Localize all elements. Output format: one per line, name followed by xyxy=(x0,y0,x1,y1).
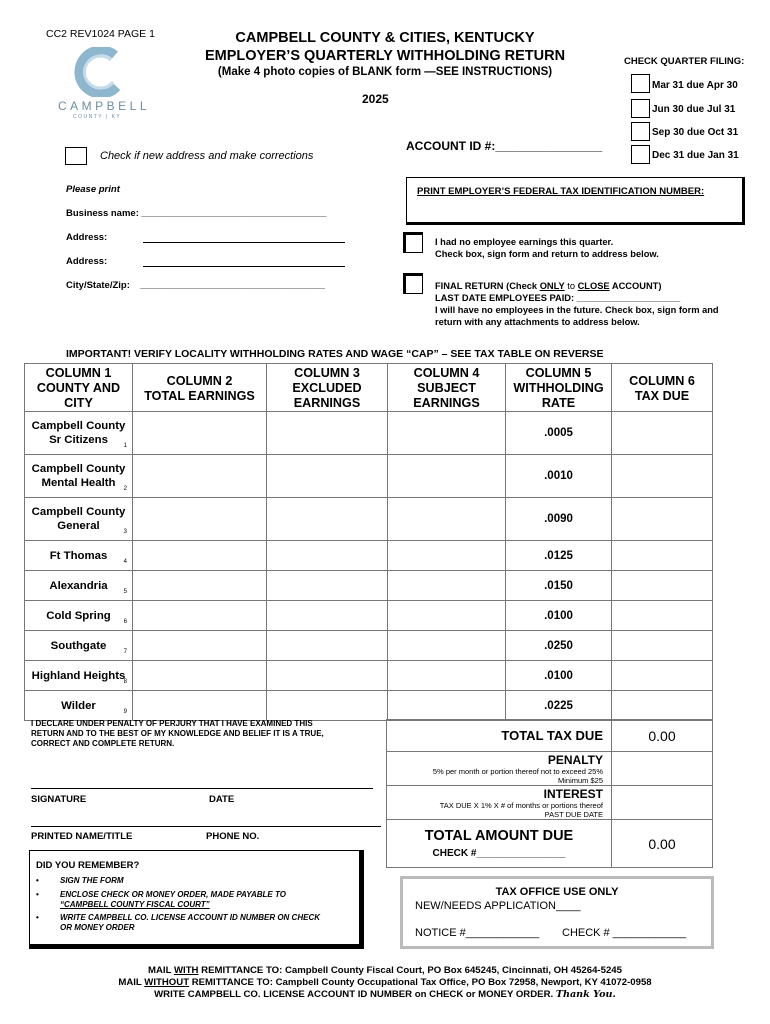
reminder-title: DID YOU REMEMBER? xyxy=(36,860,140,871)
final-return-only: ONLY xyxy=(539,281,565,291)
address-1-field[interactable] xyxy=(143,231,345,243)
final-return-suffix: ACCOUNT) xyxy=(609,281,662,291)
tax-due-cell[interactable] xyxy=(612,498,713,541)
column-3-header: COLUMN 3 EXCLUDED EARNINGS xyxy=(267,364,388,412)
check-number-field[interactable]: CHECK #________________ xyxy=(432,848,566,859)
tax-due-cell[interactable] xyxy=(612,571,713,601)
reminder-item: • SIGN THE FORM xyxy=(36,876,124,885)
table-row xyxy=(25,498,713,541)
interest-note-2: PAST DUE DATE xyxy=(544,809,603,819)
total-earnings-cell[interactable] xyxy=(133,412,267,455)
rate-cell: .0005 xyxy=(506,412,612,455)
tax-due-cell[interactable] xyxy=(612,541,713,571)
quarter-filing-label: CHECK QUARTER FILING: xyxy=(624,56,745,67)
final-return-label xyxy=(435,281,661,291)
declaration-text: I DECLARE UNDER PENALTY OF PERJURY THAT I HAVE EXAMINED THIS RETURN AND TO THE BEST OF MY KNOWLEDGE AND BELIEF IT IS A TRUE, CORRECT AND COMPLETE RETURN. xyxy=(31,719,324,748)
tax-due-cell[interactable] xyxy=(612,412,713,455)
withholding-table xyxy=(24,363,713,721)
table-row xyxy=(25,601,713,631)
table-row xyxy=(25,412,713,455)
please-print-label: Please print xyxy=(66,184,120,195)
penalty-note-1: 5% per month or portion thereof not to exceed 25% xyxy=(432,766,603,776)
total-earnings-cell[interactable] xyxy=(133,631,267,661)
total-earnings-cell[interactable] xyxy=(133,571,267,601)
table-row xyxy=(25,571,713,601)
account-id-reminder: WRITE CAMPBELL CO. LICENSE ACCOUNT ID NUMBER on CHECK or MONEY ORDER. Thank You. xyxy=(154,989,616,1000)
total-tax-due-label: TOTAL TAX DUE xyxy=(387,720,612,752)
penalty-note-2: Minimum $25 xyxy=(557,775,603,785)
tax-due-cell[interactable] xyxy=(612,455,713,498)
table-row xyxy=(25,541,713,571)
final-return-note-1: I will have no employees in the future. Check box, sign form and xyxy=(435,305,719,315)
rate-cell: .0225 xyxy=(506,691,612,721)
subject-earnings-cell[interactable] xyxy=(388,691,506,721)
city-cell: Cold Spring 6 xyxy=(25,601,133,631)
no-earnings-line-1: I had no employee earnings this quarter. xyxy=(435,237,614,247)
title-line-1: CAMPBELL COUNTY & CITIES, KENTUCKY xyxy=(235,30,535,46)
tax-due-cell[interactable] xyxy=(612,601,713,631)
table-header-row xyxy=(25,364,713,412)
subject-earnings-cell[interactable] xyxy=(388,541,506,571)
excluded-earnings-cell[interactable] xyxy=(267,541,388,571)
quarter-q4-checkbox[interactable] xyxy=(631,145,650,164)
excluded-earnings-cell[interactable] xyxy=(267,498,388,541)
quarter-q3-checkbox[interactable] xyxy=(631,122,650,141)
column-1-header: COLUMN 1 COUNTY AND CITY xyxy=(25,364,133,412)
subject-earnings-cell[interactable] xyxy=(388,455,506,498)
tax-due-cell[interactable] xyxy=(612,631,713,661)
total-amount-due-label: TOTAL AMOUNT DUE xyxy=(424,828,574,844)
penalty-cell xyxy=(387,752,612,786)
excluded-earnings-cell[interactable] xyxy=(267,412,388,455)
quarter-q3-label: Sep 30 due Oct 31 xyxy=(652,127,739,138)
address-2-label: Address: xyxy=(66,256,108,267)
total-amount-cell xyxy=(387,820,612,868)
quarter-q2-checkbox[interactable] xyxy=(631,99,650,118)
city-state-zip-label: City/State/Zip: xyxy=(66,280,130,291)
subject-earnings-cell[interactable] xyxy=(388,661,506,691)
subject-earnings-cell[interactable] xyxy=(388,631,506,661)
rate-cell: .0150 xyxy=(506,571,612,601)
total-earnings-cell[interactable] xyxy=(133,661,267,691)
logo-subtext: COUNTY | KY xyxy=(73,114,122,120)
city-cell: Ft Thomas 4 xyxy=(25,541,133,571)
excluded-earnings-cell[interactable] xyxy=(267,601,388,631)
tax-due-cell[interactable] xyxy=(612,691,713,721)
business-name-field[interactable]: Business name: ___________________________________ xyxy=(66,208,327,219)
excluded-earnings-cell[interactable] xyxy=(267,631,388,661)
city-cell: Alexandria 5 xyxy=(25,571,133,601)
excluded-earnings-cell[interactable] xyxy=(267,571,388,601)
phone-label: PHONE NO. xyxy=(206,831,260,842)
table-row xyxy=(25,631,713,661)
total-tax-due-value[interactable]: 0.00 xyxy=(612,720,713,752)
printed-name-label: PRINTED NAME/TITLE xyxy=(31,831,133,842)
column-6-header: COLUMN 6 TAX DUE xyxy=(612,364,713,412)
city-state-zip-field[interactable]: ___________________________________ xyxy=(140,280,325,291)
excluded-earnings-cell[interactable] xyxy=(267,661,388,691)
address-1-label: Address: xyxy=(66,232,108,243)
title-line-2: EMPLOYER’S QUARTERLY WITHHOLDING RETURN xyxy=(204,48,566,64)
notice-number-field[interactable]: NOTICE #____________ xyxy=(415,927,540,939)
city-cell: Campbell County Mental Health 2 xyxy=(25,455,133,498)
date-label: DATE xyxy=(209,794,235,805)
interest-note-1: TAX DUE X 1% X # of months or portions thereof xyxy=(439,800,603,810)
final-return-close: CLOSE xyxy=(577,281,610,291)
quarter-q2-label: Jun 30 due Jul 31 xyxy=(652,104,736,115)
signature-label: SIGNATURE xyxy=(31,794,87,805)
mail-without-remittance: MAIL WITHOUT REMITTANCE TO: Campbell County Occupational Tax Office, PO Box 72958, Newport, KY 41072-0958 xyxy=(118,977,652,988)
final-return-note-2: return with any attachments to address below. xyxy=(435,317,640,327)
rate-cell: .0100 xyxy=(506,601,612,631)
subject-earnings-cell[interactable] xyxy=(388,412,506,455)
new-needs-application-field[interactable]: NEW/NEEDS APPLICATION____ xyxy=(415,900,581,912)
penalty-value[interactable] xyxy=(612,752,713,786)
quarter-q1-checkbox[interactable] xyxy=(631,74,650,93)
excluded-earnings-cell[interactable] xyxy=(267,691,388,721)
subject-earnings-cell[interactable] xyxy=(388,498,506,541)
city-cell: Wilder 9 xyxy=(25,691,133,721)
fein-label: PRINT EMPLOYER’S FEDERAL TAX IDENTIFICATION NUMBER: xyxy=(417,186,705,197)
city-cell: Southgate 7 xyxy=(25,631,133,661)
tax-due-cell[interactable] xyxy=(612,661,713,691)
rate-cell: .0100 xyxy=(506,661,612,691)
quarter-q4-label: Dec 31 due Jan 31 xyxy=(652,150,739,161)
subject-earnings-cell[interactable] xyxy=(388,571,506,601)
mail-with-remittance: MAIL WITH REMITTANCE TO: Campbell County Fiscal Court, PO Box 645245, Cincinnati, OH 45264-5245 xyxy=(148,965,622,976)
total-amount-due-value[interactable]: 0.00 xyxy=(612,820,713,868)
rate-cell: .0090 xyxy=(506,498,612,541)
totals-table xyxy=(386,719,713,868)
logo-wordmark: CAMPBELL xyxy=(58,99,151,113)
rate-cell: .0250 xyxy=(506,631,612,661)
rate-cell: .0125 xyxy=(506,541,612,571)
table-row xyxy=(25,661,713,691)
city-cell: Highland Heights 8 xyxy=(25,661,133,691)
total-earnings-cell[interactable] xyxy=(133,541,267,571)
penalty-label: PENALTY xyxy=(547,752,603,767)
thank-you: Thank You. xyxy=(555,989,616,1000)
subtitle: (Make 4 photo copies of BLANK form —SEE INSTRUCTIONS) xyxy=(217,66,553,78)
tax-office-box xyxy=(400,876,714,949)
interest-label: INTEREST xyxy=(543,786,603,801)
new-address-label: Check if new address and make corrections xyxy=(100,150,314,162)
fein-box[interactable] xyxy=(406,177,745,225)
city-cell: Campbell County Sr Citizens 1 xyxy=(25,412,133,455)
printed-name-line[interactable] xyxy=(31,826,381,827)
subject-earnings-cell[interactable] xyxy=(388,601,506,631)
account-id-field[interactable]: ACCOUNT ID #:________________ xyxy=(406,139,603,153)
important-note: IMPORTANT! VERIFY LOCALITY WITHHOLDING RATES AND WAGE “CAP” – SEE TAX TABLE ON REVERSE xyxy=(66,348,604,360)
column-5-header: COLUMN 5 WITHHOLDING RATE xyxy=(506,364,612,412)
interest-cell xyxy=(387,786,612,820)
form-id: CC2 REV1024 PAGE 1 xyxy=(46,28,155,40)
excluded-earnings-cell[interactable] xyxy=(267,455,388,498)
reminder-item: • WRITE CAMPBELL CO. LICENSE ACCOUNT ID NUMBER ON CHECK OR MONEY ORDER xyxy=(36,913,320,932)
address-2-field[interactable] xyxy=(143,255,345,267)
tax-year: 2025 xyxy=(362,92,389,106)
final-return-checkbox[interactable] xyxy=(403,273,423,294)
quarter-q1-label: Mar 31 due Apr 30 xyxy=(652,80,738,91)
total-earnings-cell[interactable] xyxy=(133,601,267,631)
signature-line[interactable] xyxy=(31,788,373,789)
last-date-paid-field[interactable]: LAST DATE EMPLOYEES PAID: ____________________ xyxy=(435,293,681,303)
final-return-prefix: FINAL RETURN (Check xyxy=(435,281,540,291)
column-2-header: COLUMN 2 TOTAL EARNINGS xyxy=(133,364,267,412)
no-earnings-line-2: Check box, sign form and return to address below. xyxy=(435,249,659,259)
city-cell: Campbell County General 3 xyxy=(25,498,133,541)
tax-office-title: TAX OFFICE USE ONLY xyxy=(495,886,619,898)
reminder-box xyxy=(29,850,364,949)
total-earnings-cell[interactable] xyxy=(133,691,267,721)
office-check-number-field[interactable]: CHECK # ____________ xyxy=(562,927,687,939)
total-earnings-cell[interactable] xyxy=(133,498,267,541)
total-earnings-cell[interactable] xyxy=(133,455,267,498)
interest-value[interactable] xyxy=(612,786,713,820)
table-row xyxy=(25,455,713,498)
reminder-item: • ENCLOSE CHECK OR MONEY ORDER, MADE PAYABLE TO “CAMPBELL COUNTY FISCAL COURT” xyxy=(36,890,286,909)
table-row xyxy=(25,691,713,721)
rate-cell: .0010 xyxy=(506,455,612,498)
no-earnings-checkbox[interactable] xyxy=(403,232,423,253)
column-4-header: COLUMN 4 SUBJECT EARNINGS xyxy=(388,364,506,412)
final-return-mid: to xyxy=(564,281,578,291)
new-address-checkbox[interactable] xyxy=(65,147,87,165)
